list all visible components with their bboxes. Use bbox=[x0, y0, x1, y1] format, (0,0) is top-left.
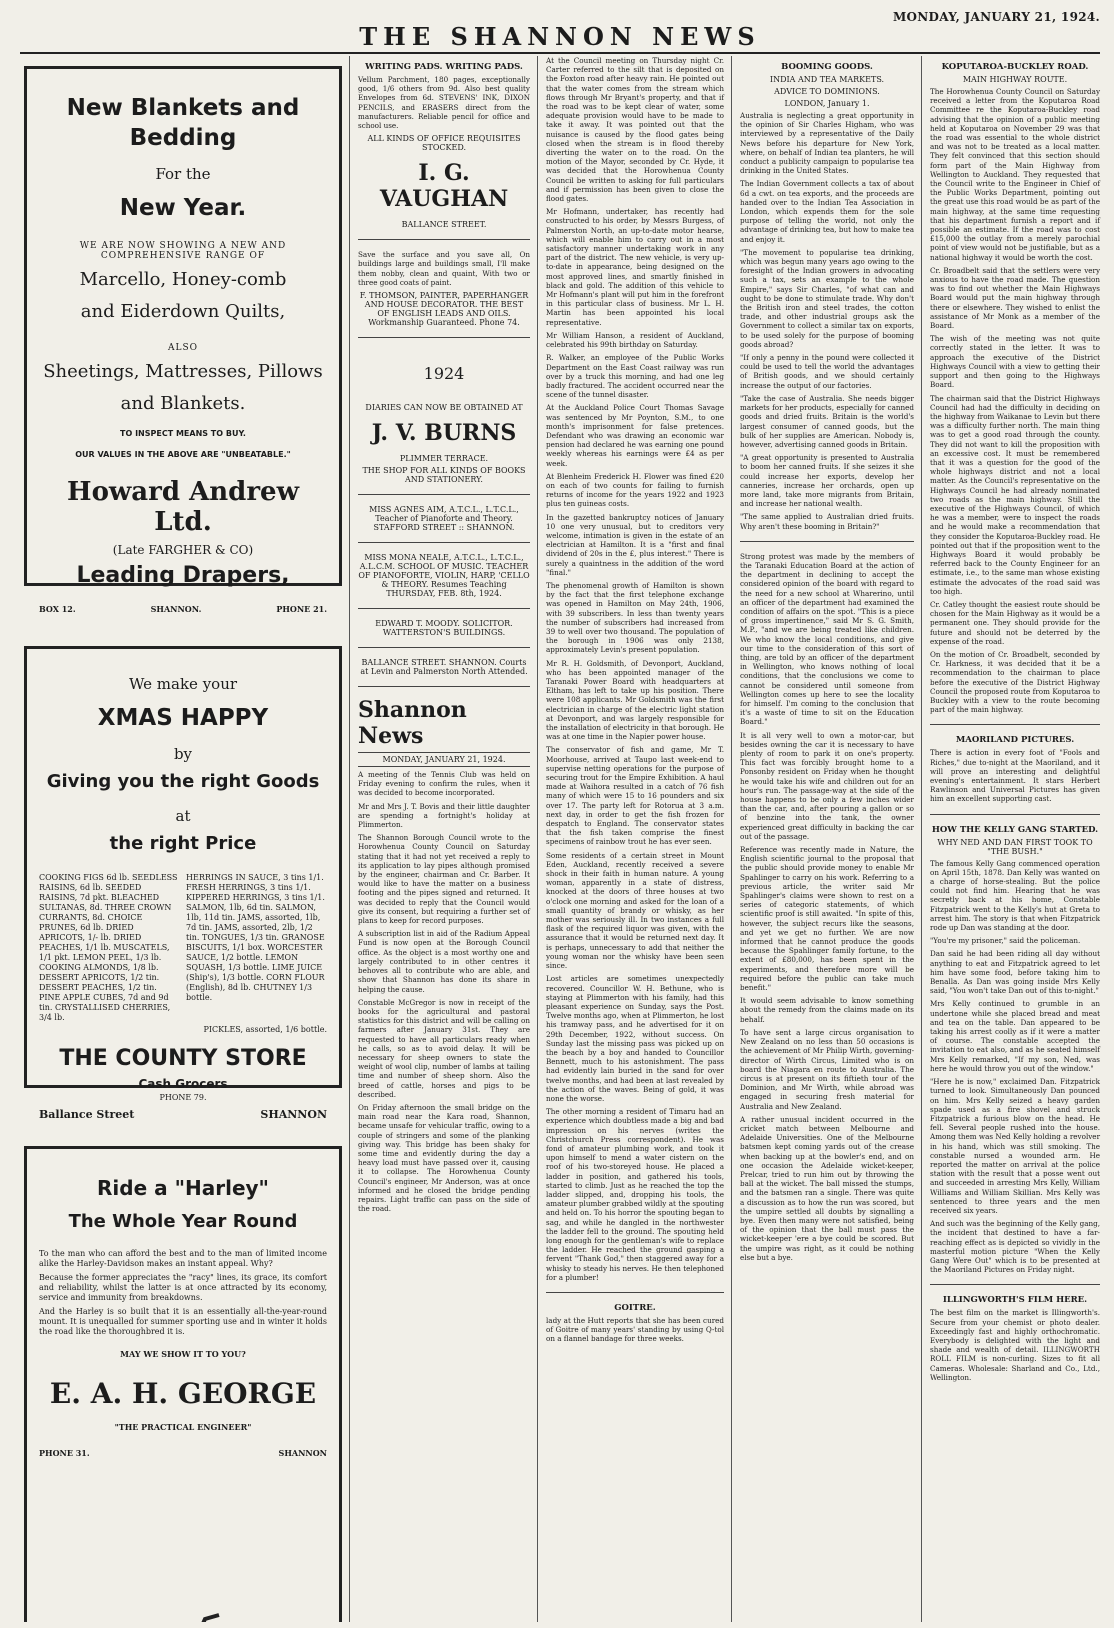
rule bbox=[358, 647, 530, 648]
ad-line: at bbox=[175, 807, 191, 825]
column-2 bbox=[352, 56, 536, 1622]
article-paragraph: "The movement to popularise tea drinking, which was begun many years ago owing to the foresight of the Indian growers in advocating such a tax, sets an example to the whole Empire," says Sir Charles, "of what can and ought to be done to stimulate trade. Why don't the British iron and steel trades, the cotton trade, and other industrial groups ask the Government to collect a similar tax on exports, to be used solely for the purpose of booming goods abroad? bbox=[740, 247, 914, 349]
ad-text: And the Harley is so built that it is an essentially all-the-year-round mount. It is unequalled for summer sporting use and in winter it holds the road like the thoroughbred it is. bbox=[39, 1307, 327, 1336]
ad-text: To the man who can afford the best and to the man of limited income alike the Harley-Davidson makes an instant appeal. Why? bbox=[39, 1249, 327, 1268]
column-ads bbox=[18, 56, 348, 1622]
article-paragraph: A subscription list in aid of the Radium Appeal Fund is now open at the Borough Council office. As the object is a most worthy one and largely contributed to in other centres it behoves all to contribute who are able, and show that Shannon has done its share in helping the cause. bbox=[358, 929, 530, 994]
ad-text: MISS AGNES AIM, A.T.C.L., L.T.C.L., Teacher of Pianoforte and Theory. STAFFORD STREET :: SHANNON. bbox=[369, 505, 519, 533]
ad-text: BALLANCE STREET. SHANNON. Courts at Levin and Palmerston North Attended. bbox=[360, 658, 528, 677]
ad-address: PLIMMER TERRACE. bbox=[399, 454, 489, 464]
rule bbox=[358, 239, 530, 240]
grocery-list-right: HERRINGS IN SAUCE, 3 tins 1/1. FRESH HERRINGS, 3 tins 1/1. KIPPERED HERRINGS, 3 tins 1/1. SALMON, 1lb, 6d tin. SALMON, 1lb, 11d tin. JAMS, assorted, 1lb, 7d tin. JAMS, assorted, 2lb, 1/2 tin. TONGUES, 1/3 tin. GRANOSE BISCUITS, 1/1 box. WORCESTER SAUCE, 1/2 bottle. LEMON SQUASH, 1/3 bottle. LIME JUICE (Ship's), 1/3 bottle. CORN FLOUR (English), 8d lb. CHUTNEY 1/3 bottle. bbox=[186, 873, 325, 1002]
ad-firm: I. G. VAUGHAN bbox=[379, 160, 509, 213]
rule bbox=[930, 814, 1100, 815]
ad-line: OUR VALUES IN THE ABOVE ARE "UNBEATABLE." bbox=[75, 450, 291, 459]
article-paragraph: Some residents of a certain street in Mount Eden, Auckland, recently received a severe shock in their faith in human nature. A young woman, apparently in a state of distress, knocked at the doors of three houses at two o'clock one morning and asked for the loan of a small quantity of brandy or whisky, as her mother was seriously ill. In two instances a full flask of the required liquor was given, with the assurance that it would be returned next day. It is perhaps, unnecessary to add that neither the young woman nor the whisky have been seen since. bbox=[546, 850, 724, 971]
article-paragraph: It is all very well to own a motor-car, but besides owning the car it is necessary to have plenty of room to park it on one's property. This fact was forcibly brought home to a Ponsonby resident on Friday when he thought he would take his wife and children out for an hour's run. The passage-way at the side of the house happens to be only a few inches wider than the car, and, after pouring a gallon or so of benzine into the tank, the owner experienced great difficulty in backing the car out of the passage. bbox=[740, 730, 914, 841]
article-dateline: LONDON, January 1. bbox=[784, 99, 870, 108]
column-divider bbox=[349, 56, 350, 1622]
article-paragraph: Australia is neglecting a great opportunity in the opinion of Sir Charles Higham, who was interviewed by a representative of the Daily News before his departure for New York, where, on behalf of Indian tea planters, he will conduct a publicity campaign to popularise tea drinking in the United States. bbox=[740, 111, 914, 176]
ad-phone: PHONE 79. bbox=[159, 1093, 207, 1102]
article-paragraph: Cr. Catley thought the easiest route should be chosen for the Main Highway as it would be a permanent one. They should provide for the future and should not be deterred by the expense of the road. bbox=[930, 599, 1100, 646]
rule bbox=[358, 337, 530, 338]
ad-title: New Year. bbox=[119, 195, 247, 221]
ad-title: Ride a "Harley" bbox=[97, 1176, 269, 1200]
column-divider bbox=[537, 56, 538, 1622]
ad-title: 1924 bbox=[423, 364, 465, 384]
ad-address: BALLANCE STREET. bbox=[401, 220, 487, 230]
ad-town: SHANNON bbox=[278, 1448, 327, 1458]
column-5 bbox=[924, 56, 1106, 1622]
ad-text: EDWARD T. MOODY. SOLICITOR. WATTERSTON'S BUILDINGS. bbox=[375, 619, 513, 638]
ad-heading: WRITING PADS. WRITING PADS. bbox=[365, 62, 523, 72]
column-divider bbox=[921, 56, 922, 1622]
ad-box: BOX 12. bbox=[39, 604, 76, 614]
ad-phone: PHONE 31. bbox=[39, 1448, 90, 1458]
ad-firm: Howard Andrew Ltd. bbox=[67, 477, 299, 537]
ad-text: Vellum Parchment, 180 pages, exceptionally good, 1/6 others from 9d. Also best quality Envelopes from 6d. STEVENS' INK, DIXON PENCILS, and ERASERS direct from the manufacturers. Reliable pencil for office and school use. bbox=[358, 75, 530, 131]
ad-line: For the bbox=[155, 165, 211, 183]
article-paragraph: A rather unusual incident occurred in the cricket match between Melbourne and Adelaide Universities. One of the Melbourne batsmen kept coming yards out of the crease when backing up at the bowler's end, and on one occasion the Adelaide wicket-keeper, Prelcar, tried to run him out by throwing the ball at the wicket. The ball missed the stumps, and the batsmen ran a single. There was quite a discussion as to how the run was scored, but the umpire settled all doubts by signalling a bye. Even then many were not satisfied, being of the opinion that the ball must pass the wicket-keeper 'ere a bye could be scored. But the umpire was right, as it could be nothing else but a bye. bbox=[740, 1114, 914, 1262]
article-paragraph: "Here he is now," exclaimed Dan. Fitzpatrick turned to look. Simultaneously Dan pounced on him. Mrs Kelly seized a heavy garden spade used as a fire shovel and struck Fitzpatrick a furious blow on the head. He fell. Several people rushed into the house. Among them was Ned Kelly holding a revolver in his hand, which was still smoking. The constable nursed a wounded arm. He reported the matter on arrival at the police station with the result that a posse went out and succeeded in arresting Mrs Kelly, William Williams and William Skillian. Mrs Kelly was sentenced to three years and the men received six years. bbox=[930, 1077, 1100, 1215]
ad-text: DIARIES CAN NOW BE OBTAINED AT bbox=[365, 403, 523, 413]
article-paragraph: At Blenheim Frederick H. Flower was fined £20 on each of two counts for failing to furnish returns of income for the years 1922 and 1923 plus ten guineas costs. bbox=[546, 471, 724, 509]
nameplate-date: MONDAY, JANUARY 21, 1924. bbox=[358, 752, 530, 767]
ad-sub: WE ARE NOW SHOWING A NEW AND COMPREHENSIVE RANGE OF bbox=[79, 241, 287, 261]
rule bbox=[358, 686, 530, 687]
article-paragraph: The conservator of fish and game, Mr T. Moorhouse, arrived at Taupo last week-end to supervise netting operations for the purpose of securing trout for the Empire Exhibition. A haul made at Waihora resulted in a catch of 76 fish many of which were 15 to 16 pounders and six over 17. The party left for Rotorua at 3 a.m. next day, in order to get the fish frozen for despatch to England. The conservator states that the fish taken comprise the finest specimens of rainbow trout he has ever seen. bbox=[546, 745, 724, 847]
ad-line: and Blankets. bbox=[120, 393, 246, 414]
article-paragraph: On Friday afternoon the small bridge on the main road near the Kara road, Shannon, became unsafe for vehicular traffic, owing to a couple of stringers and some of the planking giving way. This bridge has been shaky for some time and evidently during the day a heavy load must have passed over it, causing it to collapse. The Horowhenua County Council's engineer, Mr Anderson, was at once informed and he closed the bridge pending repairs. Light traffic can pass on the side of the road. bbox=[358, 1102, 530, 1214]
ad-firm: E. A. H. GEORGE bbox=[49, 1377, 317, 1410]
ad-line: Sheetings, Mattresses, Pillows bbox=[43, 361, 323, 382]
ad-title: New Blankets and Bedding bbox=[66, 95, 300, 151]
grocery-list-left: COOKING FIGS 6d lb. SEEDLESS RAISINS, 6d lb. SEEDED RAISINS, 7d pkt. BLEACHED SULTANAS, 8d. THREE CROWN CURRANTS, 8d. CHOICE PRUNES, 6d lb. DRIED APRICOTS, 1/- lb. DRIED PEACHES, 1/1 lb. MUSCATELS, 1/1 pkt. LEMON PEEL, 1/3 lb. COOKING ALMONDS, 1/8 lb. DESSERT APRICOTS, 1/2 tin. DESSERT PEACHES, 1/2 tin. PINE APPLE CUBES, 7d and 9d tin. CRYSTALLISED CHERRIES, 3/4 lb. bbox=[39, 873, 178, 1022]
article-heading: MAORILAND PICTURES. bbox=[955, 735, 1075, 746]
article-paragraph: Strong protest was made by the members of the Taranaki Education Board at the action of the department in declining to accept the considered opinion of the board with regard to the need for a new school at Wharerino, until an officer of the department had examined the condition of affairs on the spot. "This is a piece of gross impertinence," said Mr S. G. Smith, M.P., "and we are being treated like children. We who know the local conditions, and give our time to the consideration of this sort of thing, are told by an officer of the department in Wellington, who knows nothing of local conditions, that the conclusions we come to cannot be considered until someone from Wellington comes up here to see the locality for himself. I'm coming to the conclusion that it's a waste of time to sit on the Education Board." bbox=[740, 551, 914, 727]
masthead: THE SHANNON NEWS bbox=[359, 22, 761, 51]
article-paragraph: Mr William Hanson, a resident of Auckland, celebrated his 99th birthday on Saturday. bbox=[546, 330, 724, 350]
masthead-rule bbox=[20, 52, 1100, 54]
article-heading: KOPUTAROA-BUCKLEY ROAD. bbox=[941, 62, 1089, 72]
ad-line: The Whole Year Round bbox=[68, 1211, 298, 1232]
article-paragraph: "Take the case of Australia. She needs bigger markets for her products, especially for canned goods and dried fruits. Britain is the world's largest consumer of canned goods, but the bulk of her supplies are American. Nobody is, however, advertising canned goods in Britain. bbox=[740, 393, 914, 449]
article-heading: ILLINGWORTH'S FILM HERE. bbox=[942, 1295, 1088, 1306]
ad-line: Marcello, Honey-comb bbox=[79, 269, 287, 290]
rule bbox=[930, 724, 1100, 725]
article-paragraph: Mrs Kelly continued to grumble in an undertone while she placed bread and meat and tea on the table. Dan appeared to be taking his arrest coolly as if it were a matter of course. The constable accepted the invitation to eat also, and as he seated himself Mrs Kelly remarked, "If my son, Ned, was here he would throw you out of the window." bbox=[930, 999, 1100, 1073]
article-paragraph: Mr Hofmann, undertaker, has recently had constructed to his order, by Messrs Burgess, of Palmerston North, an up-to-date motor hearse, which will enable him to carry out in a most satisfactory manner undertaking work in any part of the district. The new vehicle, is very up-to-date in appearance, being designed on the most approved lines, and smartly finished in black and gold. The addition of this vehicle to Mr Hofmann's plant will put him in the forefront in this particular class of business. Mr L. H. Martin has been appointed his local representative. bbox=[546, 207, 724, 327]
ad-text: Because the former appreciates the "racy" lines, its grace, its comfort and reliability, whilst the latter is at once attracted by its economy, service and immunity from breakdowns. bbox=[39, 1273, 327, 1302]
ad-harley bbox=[24, 1146, 342, 1622]
article-paragraph: Cr. Broadbelt said that the settlers were very anxious to have the road made. The question was to find out whether the Main Highways Board would put the main highway through there or elsewhere. They wished to enlist the assistance of Mr Monk as a member of the Board. bbox=[930, 265, 1100, 331]
article-paragraph: Lost articles are sometimes unexpectedly recovered. Councillor W. H. Bethune, who is staying at Plimmerton with his family, had this pleasant experience on Sunday, says the Post. Twelve months ago, when at Plimmerton, he lost his tramway pass, and he advertised for it on 29th December, 1922, without success. On Sunday last the missing pass was picked up on the beach by a boy and handed to Councillor Bennett, much to his astonishment. The pass had evidently lain buried in the sand for over twelve months, and had been at last revealed by the action of the waves. Being of gold, it was none the worse. bbox=[546, 974, 724, 1103]
article-paragraph: To have sent a large circus organisation to New Zealand on no less than 50 occasions is the achievement of Mr Philip Wirth, governing-director of Wirth Circus, Limited who is on board the Niagara en route to Australia. The circus is at present on its fiftieth tour of the Dominion, and Mr Wirth, while abroad was engaged in securing fresh material for Australia and New Zealand. bbox=[740, 1027, 914, 1111]
ad-line: TO INSPECT MEANS TO BUY. bbox=[120, 429, 246, 438]
article-paragraph: "You're my prisoner," said the policeman. bbox=[930, 936, 1081, 946]
article-paragraph: At the Council meeting on Thursday night Cr. Carter referred to the silt that is deposited on the Foxton road after heavy rain. He pointed out that the water comes from the stream which flows through Mr Bryant's property, and that if the road was to be kept clear of water, some adequate provision would have to be made to take it away. It was pointed out that the nuisance is caused by the flood gates being closed when the stream is in flood thereby diverting the water on to the road. On the motion of the Mayor, seconded by Cr. Hyde, it was decided that the Horowhenua County Council be written to asking for full particulars and if permission has been given to close the flood gates. bbox=[546, 56, 724, 204]
article-paragraph: The other morning a resident of Timaru had an experience which doubtless made a big and bad impression on his nerves (writes the Christchurch Press correspondent). He was fond of amateur plumbing work, and took it upon himself to mend a water cistern on the roof of his two-storeyed house. He placed a ladder in position, and gathered his tools, started to climb. Just as he reached the top the ladder slipped, and, dropping his tools, the amateur plumber grabbed wildly at the spouting and held on. To his horror the spouting began to sag, and while he dangled in the northwester the ladder fell to the ground. The spouting held long enough for the gentleman's wife to replace the ladder. He reached the ground gasping a fervent "Thank God," then staggered away for a whisky to steady his nerves. He then telephoned for a plumber! bbox=[546, 1107, 724, 1282]
article-subheading: WHY NED AND DAN FIRST TOOK TO "THE BUSH." bbox=[937, 837, 1093, 856]
ad-sub: ALSO bbox=[167, 343, 199, 353]
article-paragraph: There is action in every foot of "Fools and Riches," due to-night at the Maoriland, and it will prove an interesting and delightful evening's entertainment. It stars Herbert Rawlinson and Universal Pictures has given him an excellent supporting cast. bbox=[930, 748, 1100, 804]
article-paragraph: On the motion of Cr. Broadbelt, seconded by Cr. Harkness, it was decided that it be a recommendation to the chairman to place before the executive of the District Highway Council the proposed route from Koputaroa to Buckley with a view to the route becoming part of the main highway. bbox=[930, 649, 1100, 715]
article-paragraph: lady at the Hutt reports that she has been cured of Goitre of many years' standing by using Q-tol on a flannel bandage for three weeks. bbox=[546, 1316, 724, 1344]
ad-line: Leading Drapers, bbox=[76, 563, 290, 588]
rule bbox=[930, 1284, 1100, 1285]
article-paragraph: The wish of the meeting was not quite correctly stated in the letter. It was to approach the executive of the District Highways Council with a view to getting their support and then going to the Highways Board. bbox=[930, 334, 1100, 390]
article-paragraph: A meeting of the Tennis Club was held on Friday evening to confirm the rules, when it was decided to become incorporated. bbox=[358, 770, 530, 798]
ad-county-store bbox=[24, 646, 342, 1121]
ad-phone: PHONE 21. bbox=[276, 604, 327, 614]
newspaper-nameplate: Shannon News bbox=[358, 697, 467, 750]
ad-text: MISS MONA NEALE, A.T.C.L., L.T.C.L., A.L.C.M. SCHOOL OF MUSIC. TEACHER OF PIANOFORTE, VIOLIN, HARP, 'CELLO & THEORY. Resumes Teaching THURSDAY, FEB. 8th, 1924. bbox=[358, 553, 530, 599]
ad-town: SHANNON bbox=[260, 1108, 327, 1121]
article-paragraph: The Shannon Borough Council wrote to the Horowhenua County Council on Saturday stating that it had not yet received a reply to its application to lay pipes although promised by the engineer, chairman and Cr. Barber. It would like to have the matter on a business footing and the pipes signed and returned. It was decided to reply that the Council would give its consent, but requiring a further set of plans to keep for record purposes. bbox=[358, 833, 530, 926]
article-paragraph: The phenomenal growth of Hamilton is shown by the fact that the first telephone exchange was opened in Hamilton on May 24th, 1906, with 39 subscribers. In less than twenty years the number of subscribers had increased from 39 to well over two thousand. The population of the borough in 1906 was only 2138, approximately Levin's present population. bbox=[546, 580, 724, 655]
column-3 bbox=[540, 56, 730, 1622]
column-4 bbox=[734, 56, 920, 1622]
ad-line: and Eiderdown Quilts, bbox=[80, 301, 286, 322]
article-paragraph: At the Auckland Police Court Thomas Savage was sentenced by Mr Poynton, S.M., to one month's imprisonment for false pretences. Defendant who was drawing an economic war pension had declared he was earning one pound weekly whereas his earnings were £4 as per week. bbox=[546, 403, 724, 468]
ad-firm: J. V. BURNS bbox=[371, 420, 517, 447]
rule bbox=[546, 1292, 724, 1293]
masthead-date: MONDAY, JANUARY 21, 1924. bbox=[892, 10, 1100, 24]
rule bbox=[358, 494, 530, 495]
ad-line: the right Price bbox=[109, 833, 257, 854]
article-paragraph: Mr and Mrs J. T. Bovis and their little daughter are spending a fortnight's holiday at Plimmerton. bbox=[358, 801, 530, 830]
ad-text: Save the surface and you save all, On buildings large and buildings small, I'll make them nobby, clean and quaint, With two or three good coats of paint. bbox=[358, 250, 530, 287]
article-heading: BOOMING GOODS. bbox=[781, 62, 873, 72]
ad-line: "THE PRACTICAL ENGINEER" bbox=[114, 1422, 252, 1432]
article-subheading: INDIA AND TEA MARKETS. bbox=[769, 75, 885, 84]
ad-line: We make your bbox=[128, 675, 238, 693]
rule bbox=[358, 542, 530, 543]
rule bbox=[358, 608, 530, 609]
article-paragraph: The Indian Government collects a tax of about 6d a cwt. on tea exports, and the proceeds are handed over to the Indian Tea Association in London, which expends them for the sole purpose of telling the world, not only the advantage of drinking tea, but how to make tea and enjoy it. bbox=[740, 179, 914, 244]
article-paragraph: Reference was recently made in Nature, the English scientific journal to the proposal that the public should provide money to enable Mr Spahlinger to carry on his work. Referring to a previous article, the writer said Mr Spahlinger's claims were shown to rest on a series of categoric statements, of which scientific proof is still awaited. "In spite of this, however, the subject recurs like the seasons, and yet we get no further. We are now informed that he cannot produce the goods because the Spahlinger family fortune, to the extent of £80,000, has been spent in the experiments, and therefore more will be required before the public can take much benefit." bbox=[740, 845, 914, 993]
ad-line: by bbox=[173, 745, 193, 763]
ad-title: XMAS HAPPY bbox=[97, 705, 269, 731]
article-paragraph: Mr R. H. Goldsmith, of Devonport, Auckland, who has been appointed manager of the Taranaki Power Board with headquarters at Eltham, has left to take up his position. There were 108 applicants. Mr Goldsmith was the first electrician in charge of the electric light station at Devonport, and was largely responsible for the installation of electricity in that borough. He was at one time in the Napier power house. bbox=[546, 658, 724, 742]
article-paragraph: R. Walker, an employee of the Public Works Department on the East Coast railway was run over by a truck this morning, and had one leg badly fractured. The accident occurred near the scene of the tunnel disaster. bbox=[546, 353, 724, 400]
article-paragraph: The Horowhenua County Council on Saturday received a letter from the Koputaroa Road Committee re the Koputaroa-Buckley road advising that the opinion of a public meeting held at Koputaroa on November 29 was that the road was essential to the whole district and was not to be treated as a local matter. They felt convinced that this section should form part of the Main Highway from Wellington to Auckland. They requested that the Council write to the Engineer in Chief of the Public Works Department, pointing out the great use this road would be as part of the main highway, at the same time requesting that his department furnish a report and if possible an estimate. If the road was to cost £15,000 the outlay from a merely parochial point of view would not be justifiable, but as a national highway it would be worth the cost. bbox=[930, 87, 1100, 262]
ad-line: (Late FARGHER & CO) bbox=[112, 543, 254, 557]
grocery-pickles: PICKLES, assorted, 1/6 bottle. bbox=[203, 1025, 327, 1034]
article-paragraph: "If only a penny in the pound were collected it could be used to tell the world the advantages of British goods, and we should certainly increase the output of our factories. bbox=[740, 353, 914, 390]
article-heading: HOW THE KELLY GANG STARTED. bbox=[931, 824, 1099, 835]
column-divider bbox=[731, 56, 732, 1622]
ad-line: MAY WE SHOW IT TO YOU? bbox=[120, 1349, 246, 1359]
ad-town: SHANNON. bbox=[150, 604, 202, 614]
article-paragraph: The famous Kelly Gang commenced operation on April 15th, 1878. Dan Kelly was wanted on a charge of horse-stealing. But the police could not find him. Hearing that he was secretly back at his home, Constable Fitzpatrick went to the Kelly's hut at Greta to arrest him. The story is that when Fitzpatrick rode up Dan was standing at the door. bbox=[930, 858, 1100, 933]
article-paragraph: The best film on the market is Illingworth's. Secure from your chemist or photo dealer. Exceedingly fast and highly orthochromatic. Everybody is delighted with the light and shade and wealth of detail. ILLINGWORTH ROLL FILM is non-curling. Sizes to fit all Cameras. Wholesale: Sharland and Co., Ltd., Wellington. bbox=[930, 1308, 1100, 1382]
article-paragraph: Constable McGregor is now in receipt of the books for the agricultural and pastoral statistics for this district and will be calling on farmers after January 31st. They are requested to have all particulars ready when he calls, so as to avoid delay. It will be necessary for sheep owners to state the weight of wool clip, number of lambs at tailing time and number of sheep shorn. Also the breed of cattle, horses and pigs to be described. bbox=[358, 997, 530, 1099]
article-paragraph: And such was the beginning of the Kelly gang, the incident that destined to have a far-reaching effect as is depicted so vividly in the masterful motion picture "When the Kelly Gang Were Out" which is to be presented at the Maoriland Pictures on Friday night. bbox=[930, 1219, 1100, 1275]
ad-text: ALL KINDS OF OFFICE REQUISITES STOCKED. bbox=[367, 134, 521, 153]
ad-firm: THE COUNTY STORE bbox=[59, 1046, 307, 1071]
article-heading: GOITRE. bbox=[614, 1303, 656, 1313]
motorcycle-illustration bbox=[87, 1597, 257, 1622]
article-subheading: ADVICE TO DOMINIONS. bbox=[774, 87, 880, 96]
article-paragraph: The chairman said that the District Highways Council had had the difficulty in deciding on the highway from Waikanae to Levin but there was a difficulty further north. The main thing was to get a good road through the county. They did not want to kill the proposition with an excessive cost. It must be remembered that it was a question for the good of the whole highways district and not a local matter. As the Council's representative on the Highways Council he had already nominated two roads as the main highway. Still the executive of the Highways Council, of which he was a member, were to inspect the roads and he would make a recommendation that they consider the Koputaroa-Buckley road. He pointed out that if the proposition went to the Highways Board it would probably be referred back to the County Engineer for an estimate, i.e., to the same man whose existing estimate the advocates of the road said was too high. bbox=[930, 393, 1100, 596]
article-paragraph: Dan said he had been riding all day without anything to eat and Fitzpatrick agreed to let him have some food, before taking him to Benalla. As Dan was going inside Mrs Kelly said, "You won't take Dan out of this to-night." bbox=[930, 949, 1100, 996]
article-paragraph: It would seem advisable to know something about the remedy from the claims made on its behalf. bbox=[740, 996, 914, 1024]
article-paragraph: "The same applied to Australian dried fruits. Why aren't these booming in Britain?" bbox=[740, 512, 914, 531]
ad-text: F. THOMSON, PAINTER, PAPERHANGER AND HOUSE DECORATOR. THE BEST OF ENGLISH LEADS AND OILS. Workmanship Guaranteed. Phone 74. bbox=[359, 291, 529, 328]
ad-text: THE SHOP FOR ALL KINDS OF BOOKS AND STATIONERY. bbox=[362, 466, 526, 485]
article-subheading: MAIN HIGHWAY ROUTE. bbox=[962, 75, 1068, 84]
article-paragraph: "A great opportunity is presented to Australia to boom her canned fruits. If she seizes it she could increase her exports, develop her canneries, increase her orchards, open up more land, take more migrants from Britain, and increase her national wealth. bbox=[740, 453, 914, 509]
ad-line: Cash Grocers bbox=[138, 1077, 228, 1091]
ad-blankets bbox=[24, 66, 342, 614]
ad-line: Giving you the right Goods bbox=[46, 771, 320, 792]
article-paragraph: In the gazetted bankruptcy notices of January 10 one very unusual, but to creditors very welcome, intimation is given in the estate of an electrician at Hamilton. It is a "first and final dividend of 20s in the £, plus interest." There is surely a quaintness in the addition of the word "final." bbox=[546, 512, 724, 577]
rule bbox=[740, 541, 914, 542]
ad-street: Ballance Street bbox=[39, 1108, 135, 1121]
